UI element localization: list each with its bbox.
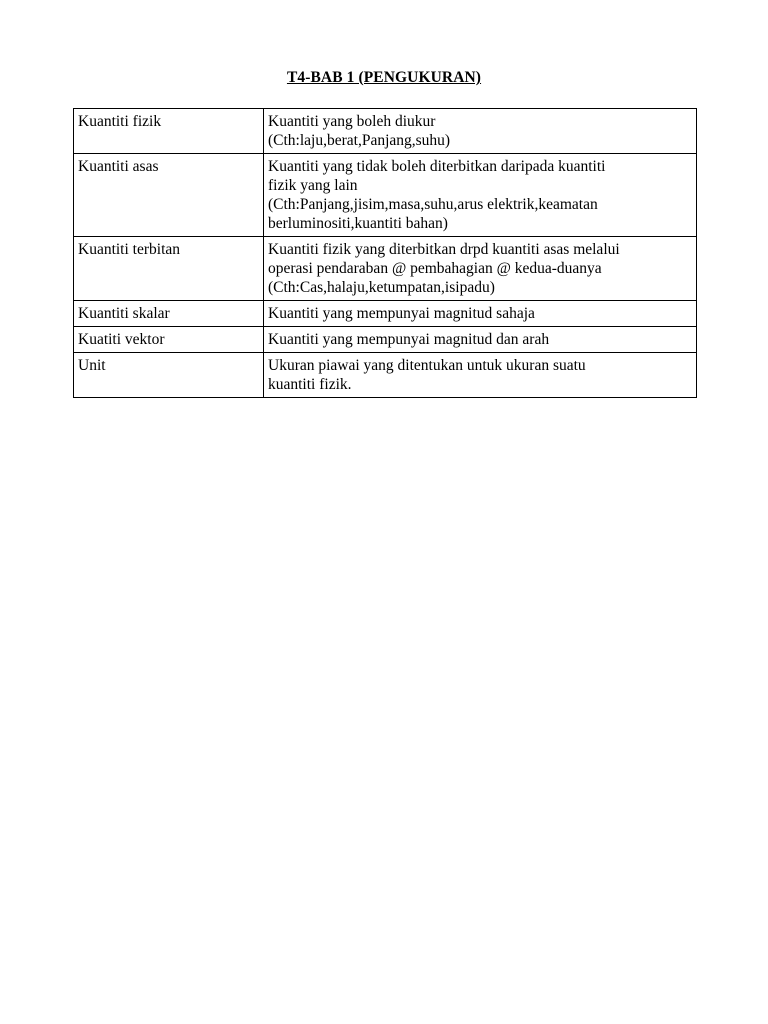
definition-line: (Cth:Cas,halaju,ketumpatan,isipadu) [268,279,495,296]
definition-line: Kuantiti yang mempunyai magnitud sahaja [268,305,535,322]
definition-cell [264,353,697,398]
table-row [74,353,697,398]
definition-cell [264,301,697,327]
definition-line: (Cth:laju,berat,Panjang,suhu) [268,132,451,149]
definition-line: (Cth:Panjang,jisim,masa,suhu,arus elektrik,keamatan [268,196,598,213]
definition-line: fizik yang lain [268,177,358,194]
term-cell: Kuantiti skalar [74,301,264,327]
term-cell: Unit [74,353,264,398]
definition-line: operasi pendaraban @ pembahagian @ kedua-duanya [268,260,602,277]
definition-line: kuantiti fizik. [268,376,352,393]
page-title: T4-BAB 1 (PENGUKURAN) [286,69,482,86]
definition-cell [264,154,697,237]
definition-line: Kuantiti fizik yang diterbitkan drpd kuantiti asas melalui [268,241,620,258]
definitions-table [73,108,697,398]
table-row [74,327,697,353]
definition-line: berluminositi,kuantiti bahan) [268,215,448,232]
definition-line: Ukuran piawai yang ditentukan untuk ukuran suatu [268,357,586,374]
definition-cell [264,109,697,154]
table-row [74,301,697,327]
definition-line: Kuantiti yang tidak boleh diterbitkan daripada kuantiti [268,158,606,175]
definition-line: Kuantiti yang boleh diukur [268,113,436,130]
term-cell: Kuantiti fizik [74,109,264,154]
table-row [74,154,697,237]
term-cell: Kuantiti terbitan [74,237,264,301]
definition-line: Kuantiti yang mempunyai magnitud dan arah [268,331,550,348]
definition-cell [264,327,697,353]
table-row [74,237,697,301]
definition-cell [264,237,697,301]
term-cell: Kuatiti vektor [74,327,264,353]
table-row [74,109,697,154]
term-cell: Kuantiti asas [74,154,264,237]
